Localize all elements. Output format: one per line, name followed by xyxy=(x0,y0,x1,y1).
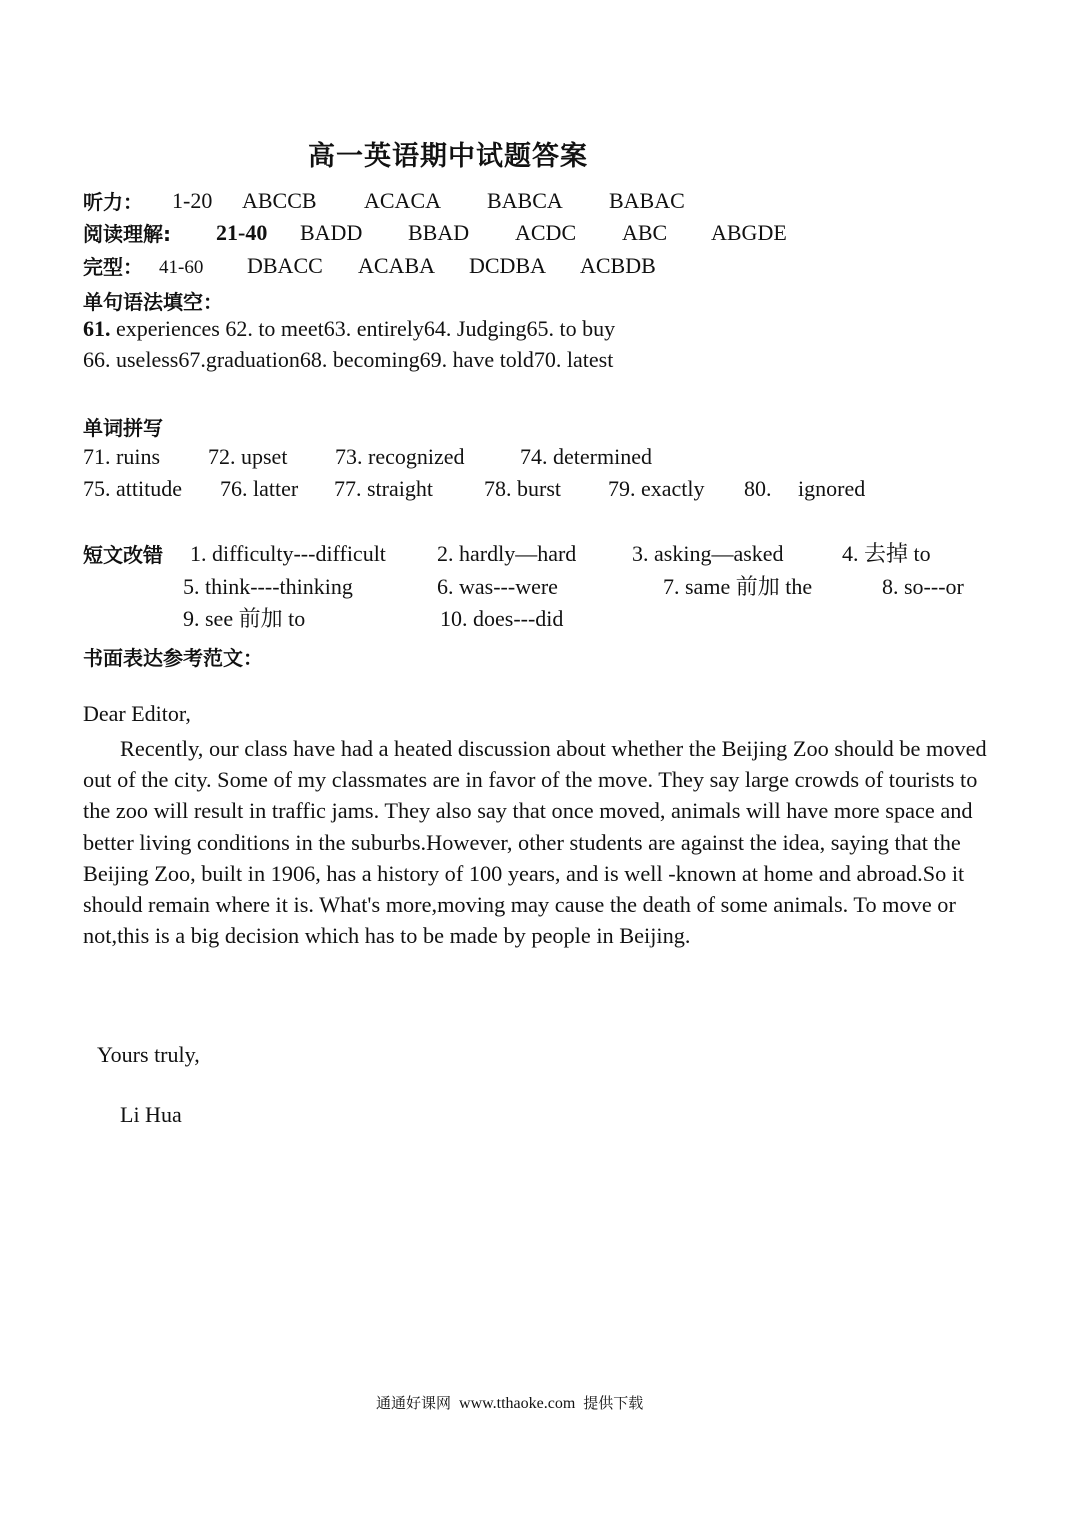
spelling-item: 77. straight xyxy=(334,476,433,501)
letter-signature: Li Hua xyxy=(120,1102,182,1127)
spelling-item: 72. upset xyxy=(208,444,288,469)
correction-label: 短文改错 xyxy=(83,543,163,567)
cloze-group: ACBDB xyxy=(580,253,656,278)
spelling-item: 75. attitude xyxy=(83,476,182,501)
correction-item: 6. was---were xyxy=(437,574,558,599)
reading-group: ACDC xyxy=(515,220,577,245)
grammar-line-2: 66. useless67.graduation68. becoming69. have told70. latest xyxy=(83,347,614,372)
listening-group: BABCA xyxy=(487,188,563,213)
spelling-item: 73. recognized xyxy=(335,444,465,469)
reading-row xyxy=(0,219,1075,249)
listening-range: 1-20 xyxy=(172,188,213,213)
spelling-row-2 xyxy=(0,475,1075,505)
correction-item: 4. 去掉 to xyxy=(842,541,931,566)
spelling-row-1 xyxy=(0,443,1075,473)
correction-item: 3. asking—asked xyxy=(632,541,784,566)
cloze-row xyxy=(0,252,1075,282)
spelling-item: 79. exactly xyxy=(608,476,705,501)
listening-label: 听力： xyxy=(83,190,143,214)
cloze-group: ACABA xyxy=(358,253,436,278)
correction-item: 10. does---did xyxy=(440,606,564,631)
reading-range: 21-40 xyxy=(216,220,268,245)
page-footer xyxy=(376,1392,643,1413)
correction-row-2 xyxy=(0,573,1075,603)
spelling-item: 74. determined xyxy=(520,444,652,469)
correction-row-1 xyxy=(0,540,1075,570)
cloze-range: 41-60 xyxy=(159,257,204,278)
footer-url: www.tthaoke.com xyxy=(459,1395,576,1412)
spelling-item: ignored xyxy=(798,476,866,501)
reading-group: BBAD xyxy=(408,220,470,245)
correction-item: 1. difficulty---difficult xyxy=(190,541,386,566)
spelling-item: 80. xyxy=(744,476,772,501)
grammar-line-1 xyxy=(83,315,615,343)
footer-site-name: 通通好课网 xyxy=(376,1394,452,1412)
correction-item: 7. same 前加 the xyxy=(663,574,813,599)
grammar-line-1-text: experiences 62. to meet63. entirely64. Judging65. to buy xyxy=(110,316,616,341)
correction-item: 8. so---or xyxy=(882,574,964,599)
listening-group: BABAC xyxy=(609,188,685,213)
reading-group: BADD xyxy=(300,220,363,245)
letter-body xyxy=(83,733,1008,951)
cloze-label: 完型： xyxy=(83,255,143,279)
letter-body-text: Recently, our class have had a heated discussion about whether the Beijing Zoo should be moved out of the city. Some of my classmates are in favor of the move. They say large crowds of tourists to the zoo will result in traffic jams. They also say that once moved, animals will have more space and better living conditions in the suburbs.However, other students are against the idea, saying that the Beijing Zoo, built in 1906, has a history of 100 years, and is well -known at home and abroad.So it should remain where it is. What's more,moving may cause the death of some animals. To move or not,this is a big decision which has to be made by people in Beijing. xyxy=(83,736,987,949)
listening-group: ACACA xyxy=(364,188,442,213)
cloze-group: DBACC xyxy=(247,253,323,278)
grammar-first-number: 61. xyxy=(83,316,111,341)
correction-item: 9. see 前加 to xyxy=(183,606,306,631)
listening-group: ABCCB xyxy=(242,188,317,213)
grammar-label: 单句语法填空： xyxy=(83,290,223,314)
spelling-label: 单词拼写 xyxy=(83,416,163,440)
reading-label: 阅读理解: xyxy=(83,222,171,246)
correction-item: 2. hardly—hard xyxy=(437,541,577,566)
footer-download-text: 提供下载 xyxy=(583,1394,644,1412)
letter-greeting: Dear Editor, xyxy=(83,701,191,726)
letter-closing: Yours truly, xyxy=(97,1042,200,1067)
correction-row-3 xyxy=(0,605,1075,635)
reading-group: ABC xyxy=(622,220,668,245)
cloze-group: DCDBA xyxy=(469,253,547,278)
spelling-item: 71. ruins xyxy=(83,444,160,469)
listening-row xyxy=(0,187,1075,217)
page-title: 高一英语期中试题答案 xyxy=(308,141,588,172)
correction-item: 5. think----thinking xyxy=(183,574,353,599)
spelling-item: 78. burst xyxy=(484,476,561,501)
reading-group: ABGDE xyxy=(711,220,787,245)
writing-label: 书面表达参考范文： xyxy=(83,646,263,670)
spelling-item: 76. latter xyxy=(220,476,299,501)
